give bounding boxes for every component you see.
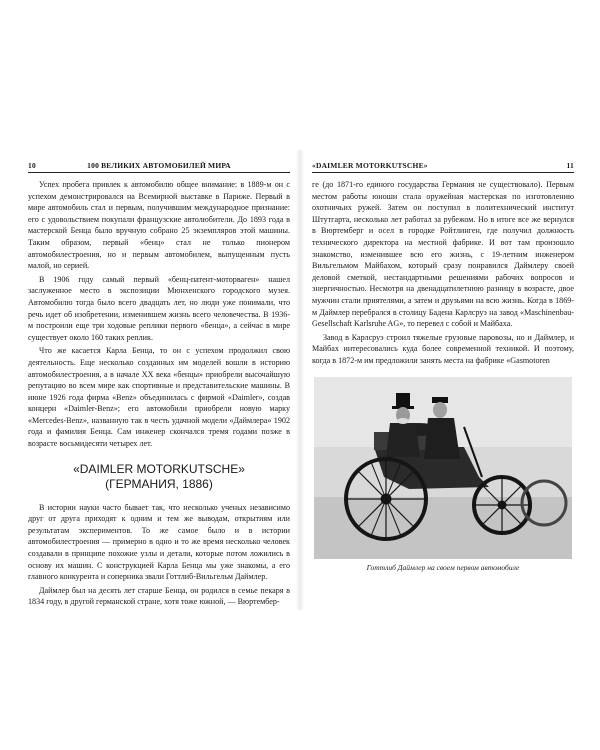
paragraph: ге (до 1871-го единого государства Германия не существовало). Первым местом работы юноши стала оружейная мастерская по изготовлению охотничьих ружей. Затем он поступил в политехнический институт Штутгарта, несколько лет работал за рубежом. Но в итоге все же вернулся в Вюртемберг и осел в городке Ройтлинген, где получил должность технического директора на местной фабрике. И вот там произошло знакомство, изменившее всю его жизнь, с 19-летним инженером Вильгельмом Майбахом, который сразу понравился Даймлеру своей деловой сметкой, нестандартными решениями рабочих вопросов и энергичностью. Несмотря на двенадцатилетнюю разницу в возрасте, двое мужчин стали приятелями, а затем и друзьями на всю жизнь. Когда в 1869-м Даймлер перебрался в столицу Бадена Карлсруэ на завод «Maschinenbau-Gesellschaft Karlsruhe AG», то перевел с собой и Майбаха. (312, 180, 574, 329)
left-page (28, 160, 290, 610)
paragraph: В 1906 году самый первый «бенц-патент-моторваген» нашел заслуженное место в экспозиции Мюнхенского городского музея. Автомобилю тогда было всего двадцать лет, но люди уже понимали, что речь идет об изобретении, изменившем жизнь всего человечества. В 1936-м построили еще три ходовые реплики первого «бенца», а сейчас в мире существует около 160 таких реплик. (28, 274, 290, 342)
right-page (312, 160, 574, 572)
chapter-title-line1: «DAIMLER MOTORKUTSCHE» (73, 461, 245, 476)
paragraph: В истории науки часто бывает так, что несколько ученых независимо друг от друга приходят к одним и тем же выводам, открытиям или результатам экспериментов. То же самое было и в истории автомобилестроения — примерно в одно и то же время несколько человек создавали в принципе похожие узлы и детали, которые потом ложились в основу их машин. С конструкцией Карла Бенца мы уже знакомы, а его главного конкурента и соперника звали Готтлиб-Вильгельм Даймлер. (28, 502, 290, 582)
right-body-text (312, 179, 574, 367)
left-page-number: 10 (28, 161, 36, 170)
paragraph: Завод в Карлсруэ строил тяжелые грузовые паровозы, но и Даймлер, и Майбах интересовались куда более современной техникой. И поэтому, когда в 1872-м им предложили занять места на фабрике «Gasmotoren (312, 332, 574, 365)
left-running-title: 100 ВЕЛИКИХ АВТОМОБИЛЕЙ МИРА (87, 161, 231, 170)
chapter-title-line2: (ГЕРМАНИЯ, 1886) (105, 476, 213, 491)
left-body-text (28, 179, 290, 608)
right-running-header (312, 160, 574, 173)
photo-caption: Готтлиб Даймлер на своем первом автомобиле (366, 562, 520, 572)
right-running-title: «DAIMLER MOTORKUTSCHE» (312, 161, 428, 170)
paragraph: Что же касается Карла Бенца, то он с успехом продолжил свою деятельность. Еще несколько созданных им моделей вошли в историю автомобилестроения, а в начале XX века «бенцы» приобрели высочайшую репутацию во всем мире как спортивные и представительские машины. В июне 1926 года фирма «Benz» объединилась с фирмой «Daimler», создав концерн «Daimler-Benz»; его автомобили приобрели новую марку «Mercedes-Benz», названную так в честь удачной модели «Даймлера» 1902 года и фамилия Бенца. Сам инженер скончался тремя годами позже в возрасте восьмидесяти четырех лет. (28, 346, 290, 449)
daimler-car-photo (314, 377, 572, 559)
right-page-number: 11 (566, 161, 574, 170)
left-running-header (28, 160, 290, 173)
paragraph: Даймлер был на десять лет старше Бенца, он родился в семье пекаря в 1834 году, в другой германской стране, хотя тоже южной, — Вюртембер- (28, 585, 290, 607)
photo-illustration (314, 377, 572, 559)
paragraph: Успех пробега привлек к автомобилю общее внимание: в 1889-м он с успехом демонстрировался на Всемирной выставке в Париже. Первый в мире автомобиль стал и первым, получившим международное признание: его с удовольствием покупали французские автолюбители. До 1893 года в мастерской Бенца было вручную собрано 25 экземпляров этой машины. Таким образом, первый «бенц» стал не только пионером автомобилестроения, но и первым автомобилем, выпущенным пусть малой, но серией. (28, 180, 290, 271)
book-gutter (296, 150, 304, 610)
chapter-title (28, 462, 290, 492)
